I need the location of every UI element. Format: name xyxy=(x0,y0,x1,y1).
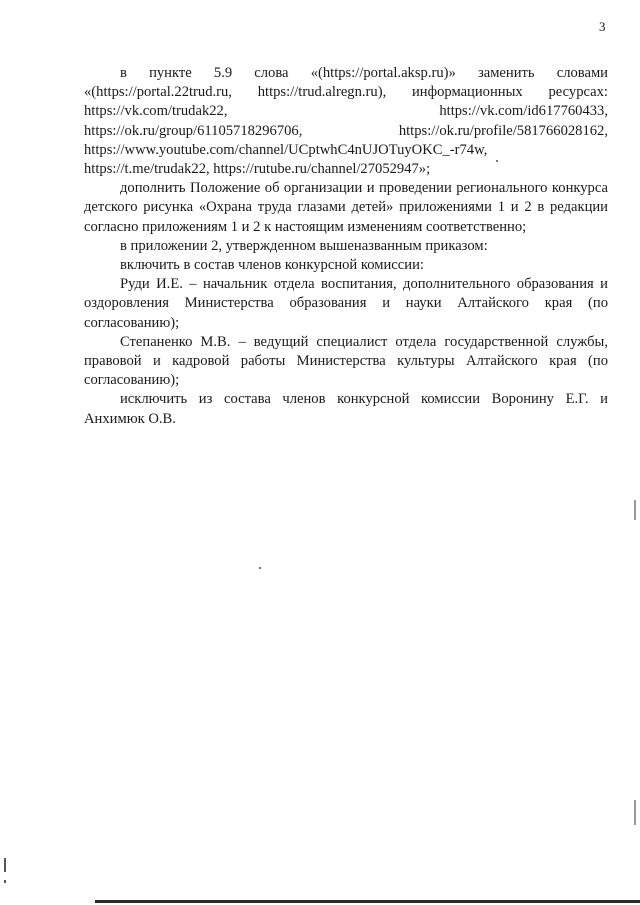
scan-speck xyxy=(4,858,6,872)
paragraph-appendix-2: в приложении 2, утвержденном вышеназванным приказом: xyxy=(120,237,488,254)
word: ресурсах: xyxy=(548,84,608,101)
scan-speck xyxy=(496,160,498,162)
text-line xyxy=(84,64,608,83)
document-body xyxy=(84,64,608,429)
scan-speck xyxy=(634,800,636,825)
page-number: 3 xyxy=(599,19,606,34)
link-text: «(https://portal.22trud.ru, xyxy=(84,84,232,101)
scan-speck xyxy=(634,500,636,520)
paragraph-member-stepanenko: Степаненко М.В. – ведущий специалист отдела государственной службы, правовой и кадровой работы Министерства культуры Алтайского края (по согласованию); xyxy=(84,333,608,389)
paragraph-supplement-regulation: дополнить Положение об организации и проведении регионального конкурса детского рисунка «Охрана труда глазами детей» приложениями 1 и 2 в редакции согласно приложениям 1 и 2 к настоящим изменениям соответственно; xyxy=(84,180,608,235)
word: информационных xyxy=(412,84,523,101)
text-line: https://www.youtube.com/channel/UCptwhC4nUJOTuyOKC_-r74w, xyxy=(84,141,488,158)
text-line xyxy=(84,122,608,141)
text-line xyxy=(84,102,608,121)
paragraph-member-rudi: Руди И.Е. – начальник отдела воспитания, дополнительного образования и оздоровления Министерства образования и науки Алтайского края (по согласованию); xyxy=(84,276,608,331)
scan-bottom-edge xyxy=(95,900,640,903)
text-line: https://t.me/trudak22, https://rutube.ru/channel/27052947»; xyxy=(84,161,431,178)
word: словами xyxy=(556,65,608,81)
word: заменить xyxy=(477,65,535,81)
word: слова xyxy=(254,65,289,81)
link-text: https://ok.ru/group/61105718296706, xyxy=(84,122,303,139)
text-line xyxy=(84,83,608,102)
word: в xyxy=(120,65,127,81)
scan-speck xyxy=(4,880,6,883)
scan-speck xyxy=(259,567,261,569)
link-text: https://trud.alregn.ru), xyxy=(257,84,387,101)
link-text: https://vk.com/id617760433, xyxy=(439,103,608,120)
word: 5.9 xyxy=(213,65,233,81)
paragraph-exclude-members: исключить из состава членов конкурсной комиссии Воронину Е.Г. и Анхимюк О.В. xyxy=(84,391,608,427)
link-text: https://vk.com/trudak22, xyxy=(84,103,228,120)
paragraph-url-replacement xyxy=(84,64,608,179)
link-text: «(https://portal.aksp.ru)» xyxy=(310,65,456,81)
paragraph-include-members: включить в состав членов конкурсной комиссии: xyxy=(120,257,424,274)
word: пункте xyxy=(149,65,192,81)
link-text: https://ok.ru/profile/581766028162, xyxy=(398,122,608,139)
